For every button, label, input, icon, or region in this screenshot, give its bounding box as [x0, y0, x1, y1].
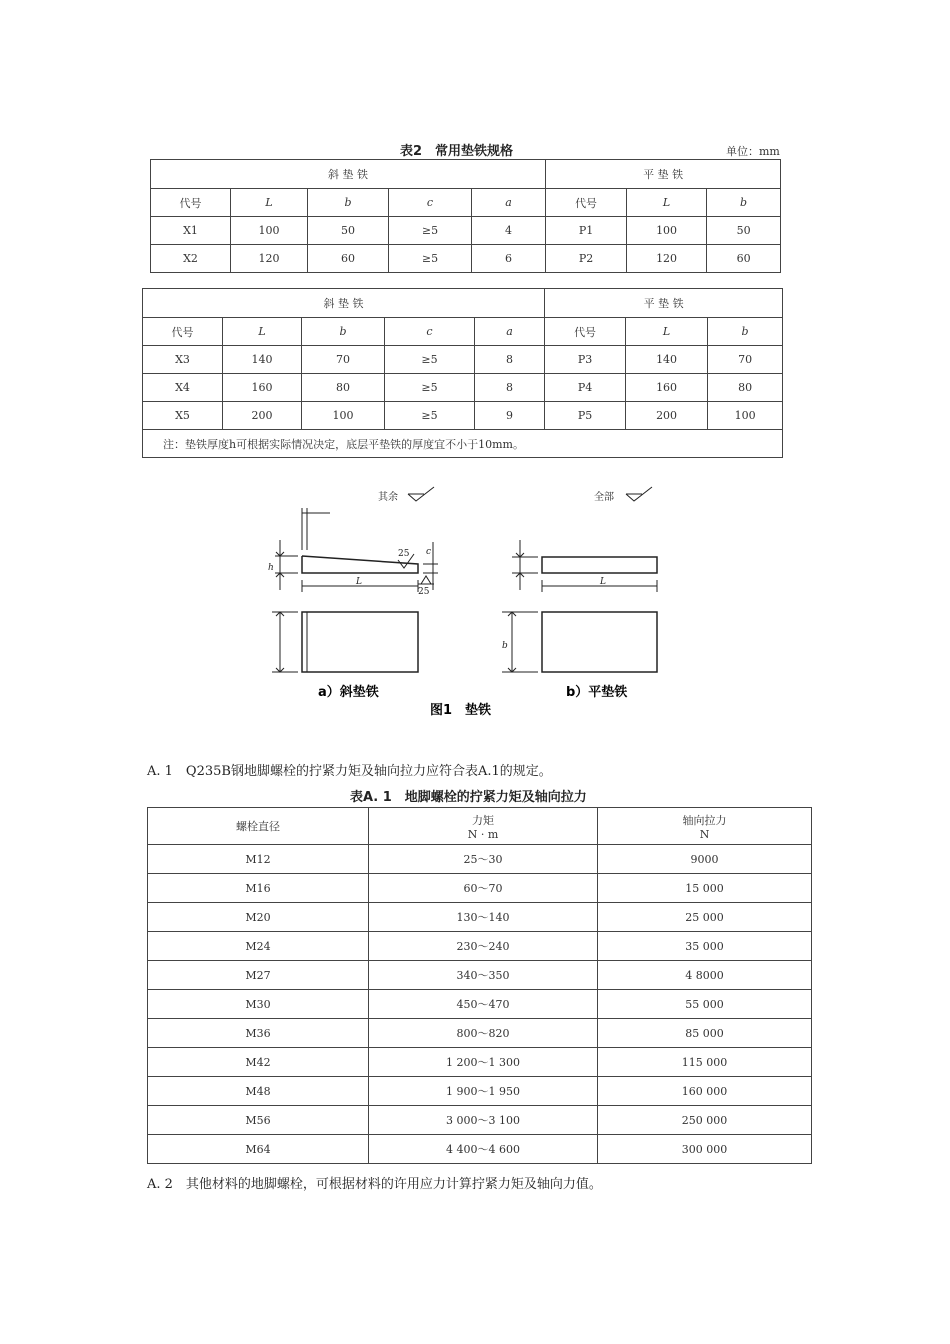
dim-L-inclined: L — [356, 577, 362, 587]
table-cell: M16 — [148, 874, 369, 903]
table-cell: M48 — [148, 1077, 369, 1106]
header-axial-force-unit: N — [699, 827, 710, 841]
header-axial-force — [598, 808, 812, 845]
table-row — [148, 1048, 812, 1077]
group-header-flat: 平 垫 铁 — [546, 160, 781, 189]
table-cell: M24 — [148, 932, 369, 961]
table-cell: M64 — [148, 1135, 369, 1164]
table-cell: P1 — [546, 217, 627, 245]
table-cell: 60～70 — [369, 874, 598, 903]
table-cell: 70 — [302, 346, 385, 374]
table-cell: 200 — [223, 402, 302, 430]
header-c: c — [389, 189, 472, 217]
table-row — [143, 346, 783, 374]
header-torque-label: 力矩 — [472, 813, 494, 827]
table-cell: X5 — [143, 402, 223, 430]
table2-title: 表2 常用垫铁规格 — [400, 144, 514, 159]
table-cell: ≥5 — [389, 245, 472, 273]
roughness-value: 25 — [418, 587, 430, 597]
header-code-flat: 代号 — [545, 318, 626, 346]
header-bolt-diameter: 螺栓直径 — [148, 808, 369, 845]
table-cell: 55 000 — [598, 990, 812, 1019]
figure1-title: 图1 垫铁 — [430, 703, 492, 718]
table-cell: 9 — [475, 402, 545, 430]
table-cell: 160 000 — [598, 1077, 812, 1106]
table-cell: 4 — [472, 217, 546, 245]
table-cell: X2 — [151, 245, 231, 273]
table-cell: 70 — [708, 346, 783, 374]
table-cell: 50 — [707, 217, 781, 245]
table2-part1 — [150, 159, 781, 273]
tableA1-title: 表A. 1 地脚螺栓的拧紧力矩及轴向拉力 — [350, 790, 587, 805]
table-cell: M30 — [148, 990, 369, 1019]
table-cell: 120 — [627, 245, 707, 273]
roughness-label-rest: 其余 — [378, 492, 398, 503]
clause-a2-text: A. 2 其他材料的地脚螺栓，可根据材料的许用应力计算拧紧力矩及轴向力值。 — [147, 1177, 602, 1192]
table-cell: 35 000 — [598, 932, 812, 961]
table-cell: X4 — [143, 374, 223, 402]
table-cell: 60 — [308, 245, 389, 273]
table-cell: P2 — [546, 245, 627, 273]
table-cell: ≥5 — [385, 374, 475, 402]
table-cell: M42 — [148, 1048, 369, 1077]
header-c: c — [385, 318, 475, 346]
inclined-shim-top-view — [302, 612, 418, 672]
table-row — [148, 961, 812, 990]
table-cell: X3 — [143, 346, 223, 374]
table-cell: 1 900～1 950 — [369, 1077, 598, 1106]
caption-inclined-shim: a）斜垫铁 — [318, 685, 379, 700]
table-cell: 160 — [223, 374, 302, 402]
table-cell: X1 — [151, 217, 231, 245]
group-header-flat: 平 垫 铁 — [545, 289, 783, 318]
table-row — [148, 874, 812, 903]
table-cell: 250 000 — [598, 1106, 812, 1135]
table-cell: 80 — [302, 374, 385, 402]
dim-c: c — [426, 547, 432, 557]
table-cell: 3 000～3 100 — [369, 1106, 598, 1135]
table-cell: 160 — [626, 374, 708, 402]
header-a: a — [475, 318, 545, 346]
table-cell: 4 400～4 600 — [369, 1135, 598, 1164]
table-cell: 85 000 — [598, 1019, 812, 1048]
header-code: 代号 — [143, 318, 223, 346]
header-b-flat: b — [708, 318, 783, 346]
table-cell: 450～470 — [369, 990, 598, 1019]
header-b: b — [302, 318, 385, 346]
roughness-label-all: 全部 — [594, 492, 614, 503]
group-header-inclined: 斜 垫 铁 — [151, 160, 546, 189]
table-cell: P5 — [545, 402, 626, 430]
table-cell: P3 — [545, 346, 626, 374]
table-cell: M20 — [148, 903, 369, 932]
group-header-inclined: 斜 垫 铁 — [143, 289, 545, 318]
table-cell: 230～240 — [369, 932, 598, 961]
flat-shim-side-view — [542, 557, 657, 573]
header-L-flat: L — [626, 318, 708, 346]
table-row — [151, 245, 781, 273]
table-row — [148, 932, 812, 961]
header-L: L — [231, 189, 308, 217]
table-cell: M12 — [148, 845, 369, 874]
figure1-drawing — [240, 480, 700, 725]
header-L-flat: L — [627, 189, 707, 217]
table-cell: M56 — [148, 1106, 369, 1135]
table-cell: 6 — [472, 245, 546, 273]
table-cell: 15 000 — [598, 874, 812, 903]
table-cell: 130～140 — [369, 903, 598, 932]
table-cell: M27 — [148, 961, 369, 990]
table-cell: 9000 — [598, 845, 812, 874]
table-row — [143, 402, 783, 430]
table-cell: 80 — [708, 374, 783, 402]
header-a: a — [472, 189, 546, 217]
table2-part2 — [142, 288, 783, 458]
table-row — [143, 374, 783, 402]
table-cell: 115 000 — [598, 1048, 812, 1077]
table-cell: 140 — [626, 346, 708, 374]
header-axial-force-label: 轴向拉力 — [682, 813, 727, 827]
table-row — [148, 1106, 812, 1135]
table-cell: 8 — [475, 374, 545, 402]
table-row — [148, 1019, 812, 1048]
clause-a1-text: A. 1 Q235B钢地脚螺栓的拧紧力矩及轴向拉力应符合表A.1的规定。 — [147, 764, 552, 779]
table-cell: M36 — [148, 1019, 369, 1048]
table-cell: 4 8000 — [598, 961, 812, 990]
table-row — [148, 1135, 812, 1164]
header-torque — [369, 808, 598, 845]
table2-unit: 单位：mm — [726, 145, 780, 158]
table-cell: 100 — [627, 217, 707, 245]
dim-b-flat: b — [502, 641, 508, 651]
table-row — [148, 1077, 812, 1106]
table-row — [148, 990, 812, 1019]
table-cell: 100 — [302, 402, 385, 430]
dim-h-inclined: h — [268, 563, 274, 573]
table-cell: 60 — [707, 245, 781, 273]
table-cell: 800～820 — [369, 1019, 598, 1048]
table-cell: ≥5 — [389, 217, 472, 245]
table-row — [148, 845, 812, 874]
header-torque-unit: N · m — [467, 827, 499, 841]
header-L: L — [223, 318, 302, 346]
table-cell: 50 — [308, 217, 389, 245]
table-cell: 25～30 — [369, 845, 598, 874]
table-row — [148, 903, 812, 932]
header-code-flat: 代号 — [546, 189, 627, 217]
tableA1 — [147, 807, 812, 1164]
roughness-value: 25 — [398, 549, 410, 559]
table2-note: 注：垫铁厚度h可根据实际情况决定，底层平垫铁的厚度宜不小于10mm。 — [143, 430, 783, 458]
table-cell: 340～350 — [369, 961, 598, 990]
table-cell: ≥5 — [385, 346, 475, 374]
table-cell: 100 — [231, 217, 308, 245]
header-b: b — [308, 189, 389, 217]
caption-flat-shim: b）平垫铁 — [566, 685, 628, 700]
table-cell: 1 200～1 300 — [369, 1048, 598, 1077]
header-b-flat: b — [707, 189, 781, 217]
table-cell: 25 000 — [598, 903, 812, 932]
header-code: 代号 — [151, 189, 231, 217]
table-cell: P4 — [545, 374, 626, 402]
table-cell: ≥5 — [385, 402, 475, 430]
table-cell: 120 — [231, 245, 308, 273]
table-cell: 8 — [475, 346, 545, 374]
flat-shim-top-view — [542, 612, 657, 672]
table-row — [151, 217, 781, 245]
table-cell: 140 — [223, 346, 302, 374]
table-cell: 200 — [626, 402, 708, 430]
dim-L-flat: L — [600, 577, 606, 587]
table-cell: 300 000 — [598, 1135, 812, 1164]
table-cell: 100 — [708, 402, 783, 430]
